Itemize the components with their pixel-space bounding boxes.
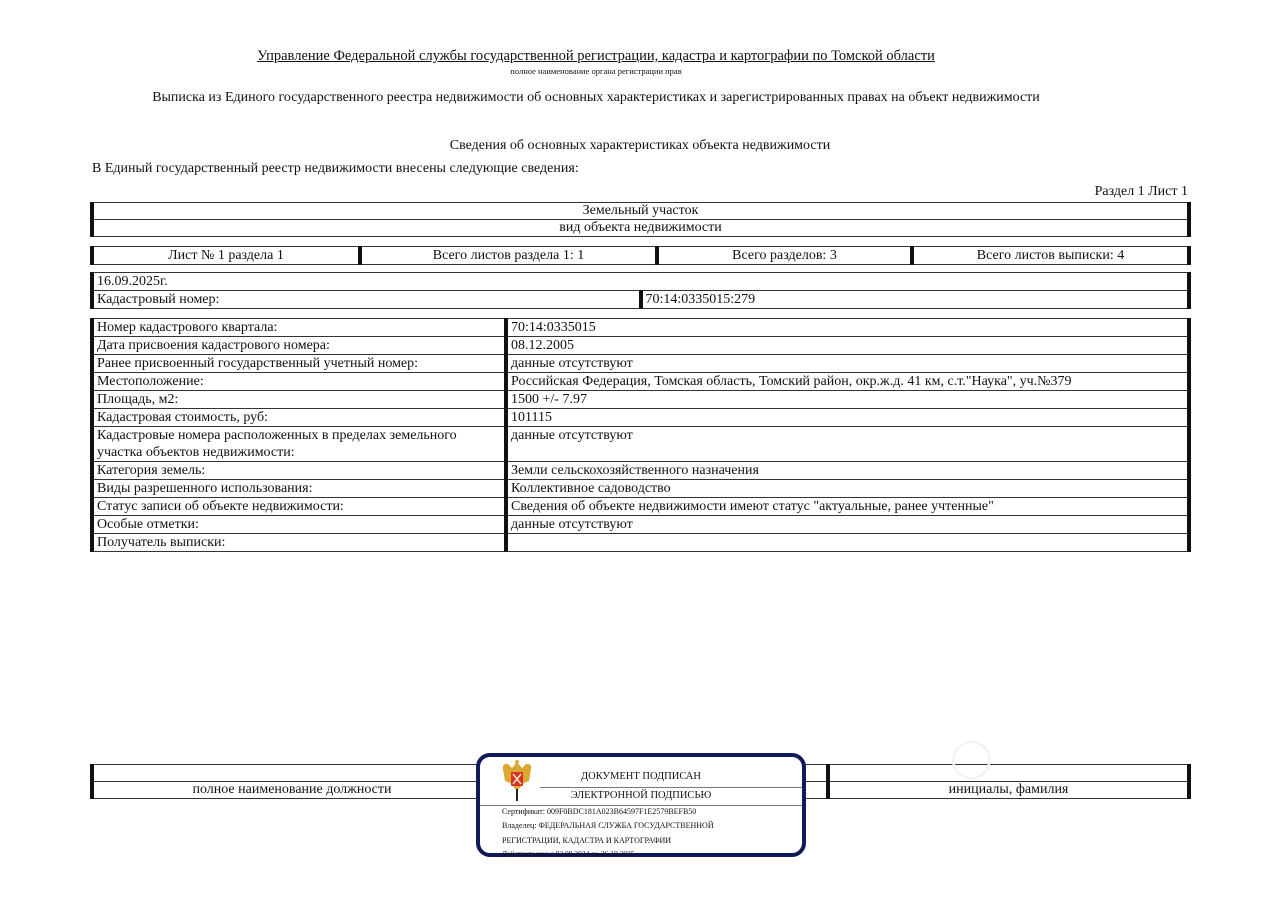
table-row bbox=[92, 427, 1189, 462]
object-type-value: Земельный участок bbox=[92, 203, 1189, 220]
stamp-subtitle: ЭЛЕКТРОННОЙ ПОДПИСЬЮ bbox=[570, 790, 712, 801]
row-value: данные отсутствуют bbox=[506, 516, 1189, 534]
row-value: Коллективное садоводство bbox=[506, 480, 1189, 498]
stamp-owner-line2: РЕГИСТРАЦИИ, КАДАСТРА И КАРТОГРАФИИ bbox=[502, 836, 672, 845]
table-row bbox=[92, 373, 1189, 391]
sheet-number: Лист № 1 раздела 1 bbox=[92, 247, 360, 265]
organization-caption: полное наименование органа регистрации прав bbox=[510, 66, 682, 76]
row-value: данные отсутствуют bbox=[506, 355, 1189, 373]
table-row bbox=[92, 319, 1189, 337]
electronic-signature-stamp bbox=[476, 753, 806, 857]
row-value bbox=[506, 534, 1189, 552]
section-sheet-label: Раздел 1 Лист 1 bbox=[1094, 184, 1188, 199]
row-label: Площадь, м2: bbox=[92, 391, 506, 409]
row-value: Земли сельскохозяйственного назначения bbox=[506, 462, 1189, 480]
document-title: Выписка из Единого государственного реестра недвижимости об основных характеристиках и зарегистрированных правах на объект недвижимости bbox=[152, 90, 1040, 105]
row-label: Дата присвоения кадастрового номера: bbox=[92, 337, 506, 355]
position-caption: полное наименование должности bbox=[92, 782, 490, 799]
stamp-owner-line1: Владелец: ФЕДЕРАЛЬНАЯ СЛУЖБА ГОСУДАРСТВЕННОЙ bbox=[502, 821, 714, 830]
stamp-certificate: Сертификат: 009F0BDC181A023B64597F1E2579BEFB50 bbox=[502, 807, 697, 816]
cadastral-number-label: Кадастровый номер: bbox=[92, 291, 641, 309]
row-value: 101115 bbox=[506, 409, 1189, 427]
stamp-title: ДОКУМЕНТ ПОДПИСАН bbox=[581, 771, 701, 782]
row-label: Получатель выписки: bbox=[92, 534, 506, 552]
row-value: 70:14:0335015 bbox=[506, 319, 1189, 337]
table-row bbox=[92, 355, 1189, 373]
organization-name: Управление Федеральной службы государственной регистрации, кадастра и картографии по Томской области bbox=[257, 48, 935, 64]
sheets-in-section: Всего листов раздела 1: 1 bbox=[360, 247, 657, 265]
cadastral-number-value: 70:14:0335015:279 bbox=[641, 291, 1190, 309]
object-type-table bbox=[90, 202, 1191, 237]
table-row bbox=[92, 337, 1189, 355]
row-value: 1500 +/- 7.97 bbox=[506, 391, 1189, 409]
row-label: Виды разрешенного использования: bbox=[92, 480, 506, 498]
table-row bbox=[92, 391, 1189, 409]
sheets-info-table bbox=[90, 246, 1191, 265]
row-label: Кадастровая стоимость, руб: bbox=[92, 409, 506, 427]
object-type-caption: вид объекта недвижимости bbox=[92, 220, 1189, 237]
row-label: Категория земель: bbox=[92, 462, 506, 480]
extract-date: 16.09.2025г. bbox=[92, 273, 1189, 291]
row-label: Номер кадастрового квартала: bbox=[92, 319, 506, 337]
characteristics-table bbox=[90, 318, 1191, 552]
header-info-table bbox=[90, 272, 1191, 309]
row-value: 08.12.2005 bbox=[506, 337, 1189, 355]
row-label: Особые отметки: bbox=[92, 516, 506, 534]
table-row bbox=[92, 409, 1189, 427]
row-label: Местоположение: bbox=[92, 373, 506, 391]
name-caption: инициалы, фамилия bbox=[828, 782, 1189, 799]
table-row bbox=[92, 498, 1189, 516]
row-label: Статус записи об объекте недвижимости: bbox=[92, 498, 506, 516]
row-label: Ранее присвоенный государственный учетный номер: bbox=[92, 355, 506, 373]
table-row bbox=[92, 480, 1189, 498]
row-label: Кадастровые номера расположенных в пределах земельного участка объектов недвижимости: bbox=[92, 427, 506, 462]
row-value: Сведения об объекте недвижимости имеют статус "актуальные, ранее учтенные" bbox=[506, 498, 1189, 516]
sheets-total: Всего листов выписки: 4 bbox=[912, 247, 1189, 265]
table-row bbox=[92, 462, 1189, 480]
row-value: данные отсутствуют bbox=[506, 427, 1189, 462]
row-value: Российская Федерация, Томская область, Томский район, окр.ж.д. 41 км, с.т."Наука", уч.№379 bbox=[506, 373, 1189, 391]
section-title: Сведения об основных характеристиках объекта недвижимости bbox=[449, 138, 831, 153]
sections-total: Всего разделов: 3 bbox=[657, 247, 912, 265]
table-row bbox=[92, 534, 1189, 552]
table-row bbox=[92, 516, 1189, 534]
watermark: ◯ bbox=[950, 737, 997, 779]
stamp-validity: Действителен: с 02.08.2024 по 26.10.2025 bbox=[502, 849, 635, 858]
intro-text: В Единый государственный реестр недвижимости внесены следующие сведения: bbox=[92, 161, 579, 176]
